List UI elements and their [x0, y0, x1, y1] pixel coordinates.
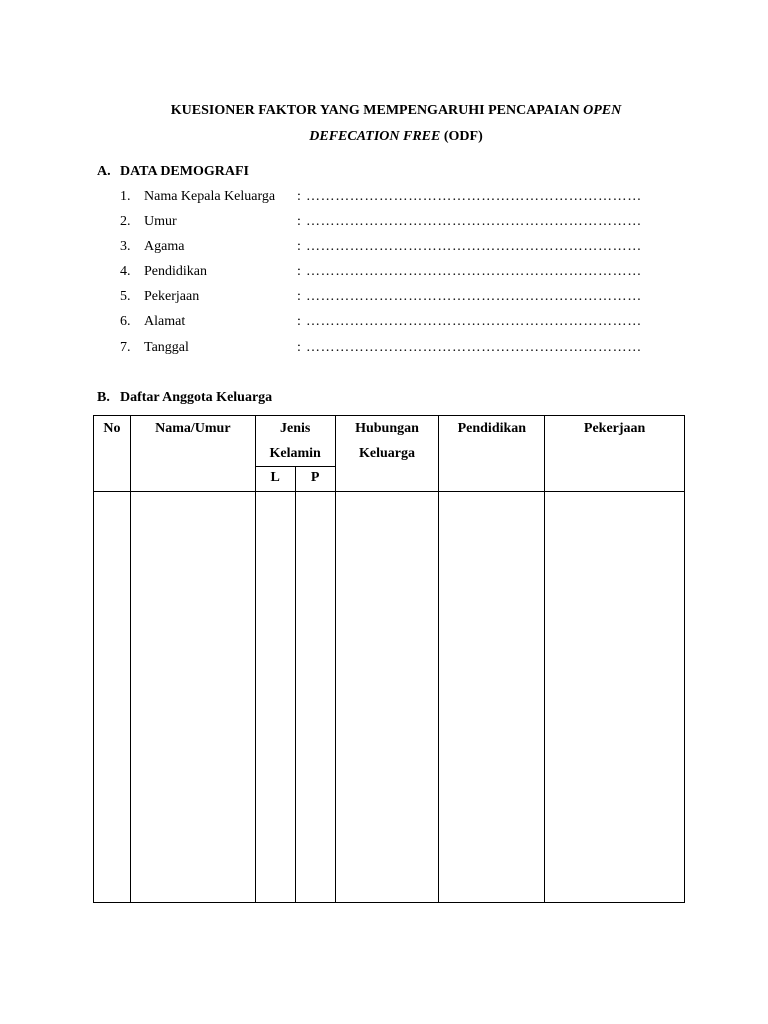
section-a-title: DATA DEMOGRAFI: [120, 164, 249, 179]
table-row: [94, 492, 685, 903]
section-b-heading: [97, 390, 272, 406]
field-number: 7.: [120, 340, 131, 355]
field-label: Pekerjaan: [144, 289, 200, 304]
title-line-1-text: KUESIONER FAKTOR YANG MEMPENGARUHI PENCAPAIAN: [170, 103, 584, 118]
family-members-table: [93, 415, 685, 903]
field-label: Tanggal: [144, 340, 189, 355]
section-a-heading: [97, 164, 249, 180]
field-number: 6.: [120, 314, 131, 329]
title-line-2-text: (ODF): [440, 129, 483, 144]
field-colon: :: [297, 314, 301, 329]
field-number: 1.: [120, 189, 131, 204]
field-label: Agama: [144, 239, 185, 254]
section-b-title: Daftar Anggota Keluarga: [120, 390, 273, 405]
field-label: Pendidikan: [144, 264, 207, 279]
column-header-nama-umur: Nama/Umur: [130, 416, 255, 492]
cell-pendidikan[interactable]: [439, 492, 545, 903]
field-number: 5.: [120, 289, 131, 304]
field-colon: :: [297, 289, 301, 304]
field-fill-line[interactable]: ……………………………………………………………: [306, 189, 642, 204]
column-header-hubungan-keluarga: Hubungan Keluarga: [335, 416, 439, 492]
field-fill-line[interactable]: ……………………………………………………………: [306, 314, 642, 329]
field-fill-line[interactable]: ……………………………………………………………: [306, 289, 642, 304]
column-header-no: No: [94, 416, 131, 492]
field-colon: :: [297, 239, 301, 254]
table-header-row: [94, 416, 685, 467]
cell-no[interactable]: [94, 492, 131, 903]
field-fill-line[interactable]: ……………………………………………………………: [306, 264, 642, 279]
column-header-pekerjaan: Pekerjaan: [545, 416, 685, 492]
cell-p[interactable]: [295, 492, 335, 903]
section-a-letter: A.: [97, 164, 111, 179]
field-number: 4.: [120, 264, 131, 279]
field-colon: :: [297, 340, 301, 355]
field-colon: :: [297, 264, 301, 279]
field-number: 2.: [120, 214, 131, 229]
field-colon: :: [297, 214, 301, 229]
title-line-1-italic: OPEN: [583, 103, 622, 118]
field-label: Umur: [144, 214, 177, 229]
cell-l[interactable]: [255, 492, 295, 903]
field-label: Nama Kepala Keluarga: [144, 189, 276, 204]
document-title-line-2: [100, 129, 692, 145]
field-colon: :: [297, 189, 301, 204]
field-fill-line[interactable]: ……………………………………………………………: [306, 239, 642, 254]
section-b-letter: B.: [97, 390, 110, 405]
column-header-jenis-kelamin: Jenis Kelamin: [255, 416, 335, 467]
column-header-l: L: [255, 467, 295, 492]
cell-hubungan-keluarga[interactable]: [335, 492, 439, 903]
document-title-line-1: [100, 103, 692, 119]
cell-nama-umur[interactable]: [130, 492, 255, 903]
column-header-pendidikan: Pendidikan: [439, 416, 545, 492]
field-fill-line[interactable]: ……………………………………………………………: [306, 214, 642, 229]
field-number: 3.: [120, 239, 131, 254]
cell-pekerjaan[interactable]: [545, 492, 685, 903]
column-header-p: P: [295, 467, 335, 492]
field-fill-line[interactable]: ……………………………………………………………: [306, 340, 642, 355]
field-label: Alamat: [144, 314, 186, 329]
title-line-2-italic: DEFECATION FREE: [309, 129, 441, 144]
